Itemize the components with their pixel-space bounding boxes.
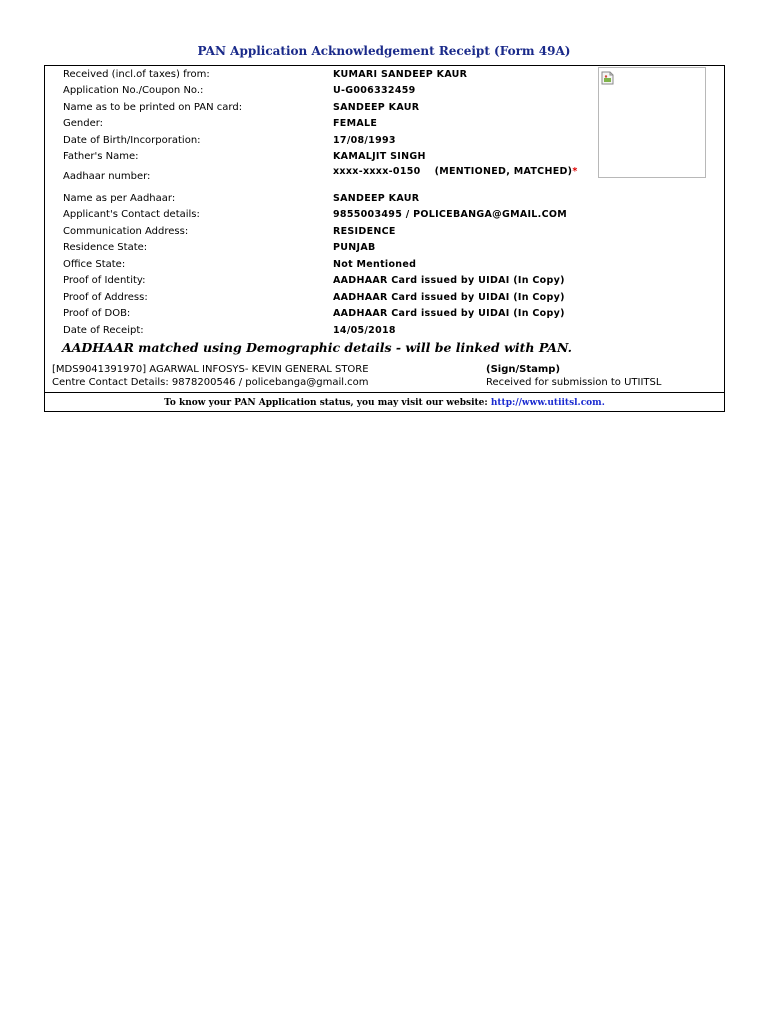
field-proof-address (45, 292, 605, 308)
website-link[interactable]: http://www.utiitsl.com. (490, 398, 605, 408)
field-aadhaar-number (45, 166, 605, 182)
field-dob (45, 135, 605, 151)
field-value: KAMALJIT SINGH (333, 151, 426, 162)
field-value: 14/05/2018 (333, 325, 396, 336)
field-label: Communication Address: (63, 226, 189, 237)
broken-image-icon (601, 71, 614, 85)
aadhaar-status: (MENTIONED, MATCHED) (434, 166, 573, 177)
field-label: Name as per Aadhaar: (63, 193, 176, 204)
aadhaar-masked-number: xxxx-xxxx-0150 (333, 166, 421, 177)
sign-stamp-label: (Sign/Stamp) (486, 364, 561, 375)
field-value: KUMARI SANDEEP KAUR (333, 69, 468, 80)
field-father-name (45, 151, 605, 167)
field-proof-dob (45, 308, 605, 324)
field-value: FEMALE (333, 118, 378, 129)
field-residence-state (45, 242, 605, 258)
field-application-no (45, 85, 605, 101)
field-label: Name as to be printed on PAN card: (63, 102, 243, 113)
footer-status-note (45, 398, 724, 408)
field-label: Date of Birth/Incorporation: (63, 135, 201, 146)
field-label: Aadhaar number: (63, 171, 151, 182)
field-office-state (45, 259, 605, 275)
centre-name: [MDS9041391970] AGARWAL INFOSYS- KEVIN GENERAL STORE (52, 364, 369, 375)
field-value: SANDEEP KAUR (333, 193, 420, 204)
footer-text: To know your PAN Application status, you may visit our website: (164, 398, 491, 408)
field-label: Applicant's Contact details: (63, 209, 200, 220)
field-label: Office State: (63, 259, 126, 270)
field-pan-name (45, 102, 605, 118)
field-value: U-G006332459 (333, 85, 416, 96)
field-label: Date of Receipt: (63, 325, 144, 336)
page-title: PAN Application Acknowledgement Receipt (Form 49A) (197, 44, 571, 58)
field-contact-details (45, 209, 605, 225)
receipt-box (44, 65, 725, 412)
field-value: Not Mentioned (333, 259, 417, 270)
field-gender (45, 118, 605, 134)
field-label: Proof of DOB: (63, 308, 131, 319)
field-label: Proof of Identity: (63, 275, 146, 286)
field-value: PUNJAB (333, 242, 376, 253)
field-label: Residence State: (63, 242, 148, 253)
field-label: Father's Name: (63, 151, 139, 162)
field-value: AADHAAR Card issued by UIDAI (In Copy) (333, 308, 565, 319)
required-star: * (572, 166, 578, 177)
field-aadhaar-name (45, 193, 605, 209)
field-value (333, 166, 578, 177)
field-label: Gender: (63, 118, 104, 129)
centre-contact: Centre Contact Details: 9878200546 / policebanga@gmail.com (52, 377, 369, 388)
field-label: Proof of Address: (63, 292, 148, 303)
submission-note: Received for submission to UTIITSL (486, 377, 662, 388)
field-communication-address (45, 226, 605, 242)
field-received-from (45, 69, 605, 85)
field-value: 9855003495 / POLICEBANGA@GMAIL.COM (333, 209, 567, 220)
footer-divider (45, 392, 724, 393)
field-value: RESIDENCE (333, 226, 396, 237)
field-value: 17/08/1993 (333, 135, 396, 146)
applicant-photo (598, 67, 706, 178)
aadhaar-linking-notice: AADHAAR matched using Demographic details - will be linked with PAN. (62, 340, 572, 355)
field-label: Application No./Coupon No.: (63, 85, 204, 96)
field-proof-identity (45, 275, 605, 291)
field-value: AADHAAR Card issued by UIDAI (In Copy) (333, 292, 565, 303)
field-value: SANDEEP KAUR (333, 102, 420, 113)
field-date-of-receipt (45, 325, 605, 341)
field-value: AADHAAR Card issued by UIDAI (In Copy) (333, 275, 565, 286)
field-label: Received (incl.of taxes) from: (63, 69, 210, 80)
